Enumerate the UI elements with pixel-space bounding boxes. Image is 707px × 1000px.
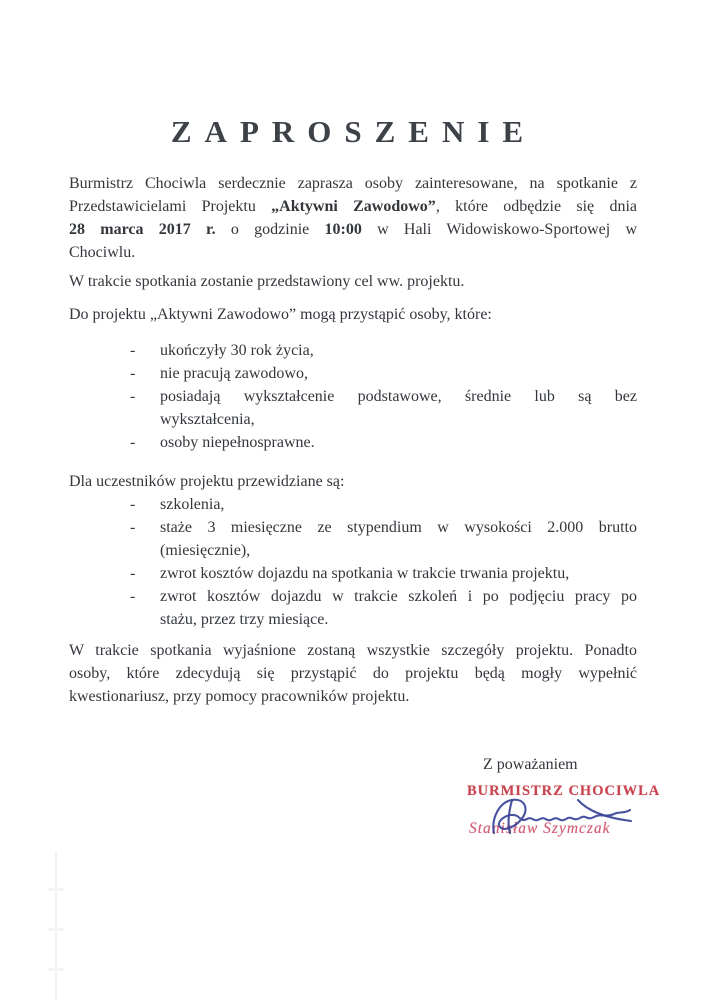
text-line (69, 195, 637, 218)
list-item-text (160, 493, 637, 516)
eligibility-list (69, 339, 637, 454)
text-line: W trakcie spotkania wyjaśnione zostaną wszystkie szczegóły projektu. Ponadto (69, 642, 637, 659)
list-item (69, 339, 637, 362)
scan-artifact-tick (48, 968, 64, 971)
scan-artifact-tick (48, 888, 64, 891)
text-line: kwestionariusz, przy pomocy pracowników projektu. (69, 688, 410, 705)
stamp-office-title: BURMISTRZ CHOCIWLA (467, 783, 661, 799)
text-segment: o godzinie (215, 221, 325, 238)
stamp-mayor-name: Stanisław Szymczak (469, 820, 611, 837)
list-item-text (160, 362, 637, 385)
dash-marker: - (130, 388, 136, 405)
dash-marker: - (130, 365, 136, 382)
text-line (69, 218, 637, 241)
dash-marker: - (130, 588, 136, 605)
dash-marker: - (130, 496, 136, 513)
text-line: nie pracują zawodowo, (160, 365, 308, 382)
benefits-heading (69, 470, 637, 493)
text-segment: Chociwlu. (69, 244, 136, 261)
text-line: Do projektu „Aktywni Zawodowo” mogą przystąpić osoby, które: (69, 306, 492, 323)
project-name-bold: „Aktywni Zawodowo” (271, 198, 436, 215)
dash-marker: - (130, 434, 136, 451)
text-line: posiadają wykształcenie podstawowe, średnie lub są bez (160, 388, 637, 405)
goal-paragraph (69, 270, 637, 293)
list-item (69, 431, 637, 454)
list-item-text (160, 339, 637, 362)
list-item (69, 362, 637, 385)
text-line: osoby, które zdecydują się przystąpić do projektu będą mogły wypełnić (69, 665, 637, 682)
time-bold: 10:00 (324, 221, 362, 238)
mayor-stamp-block (467, 782, 707, 857)
text-line (69, 241, 637, 264)
dash-marker: - (130, 565, 136, 582)
list-item-text (160, 562, 637, 585)
text-line: ukończyły 30 rok życia, (160, 342, 314, 359)
document-title: ZAPROSZENIE (170, 114, 537, 149)
dash-marker: - (130, 342, 136, 359)
list-item-text (160, 516, 637, 562)
scan-artifact-tick (48, 928, 64, 931)
text-segment: w Hali Widowiskowo-Sportowej w (361, 221, 638, 238)
list-item (69, 562, 637, 585)
list-item (69, 585, 637, 631)
text-line: (miesięcznie), (160, 542, 251, 559)
text-line: osoby niepełnosprawne. (160, 434, 315, 451)
handwritten-signature (483, 795, 635, 839)
date-bold: 28 marca 2017 r. (69, 221, 216, 238)
summary-paragraph (69, 639, 637, 708)
document-body (0, 172, 707, 857)
eligibility-heading (69, 303, 637, 326)
text-line (69, 172, 637, 195)
closing-salutation: Z poważaniem (483, 756, 578, 773)
dash-marker: - (130, 519, 136, 536)
list-item (69, 493, 637, 516)
list-item (69, 516, 637, 562)
text-line: zwrot kosztów dojazdu na spotkania w trakcie trwania projektu, (160, 565, 570, 582)
list-item-text (160, 431, 637, 454)
intro-paragraph (69, 172, 637, 264)
text-line: Dla uczestników projektu przewidziane są: (69, 473, 345, 490)
list-item (69, 385, 637, 431)
text-line: stażu, przez trzy miesiące. (160, 611, 329, 628)
text-line: zwrot kosztów dojazdu w trakcie szkoleń i po podjęciu pracy po (160, 588, 637, 605)
text-line: szkolenia, (160, 496, 225, 513)
list-item-text (160, 385, 637, 431)
scan-fold-artifact (55, 852, 57, 1000)
text-line: wykształcenia, (160, 411, 255, 428)
text-line: W trakcie spotkania zostanie przedstawiony cel ww. projektu. (69, 273, 465, 290)
text-line: staże 3 miesięczne ze stypendium w wysokości 2.000 brutto (160, 519, 637, 536)
list-item-text (160, 585, 637, 631)
benefits-list (69, 493, 637, 631)
text-segment: , które odbędzie się dnia (435, 198, 637, 215)
text-segment: Przedstawicielami Projektu (69, 198, 272, 215)
text-segment: Burmistrz Chociwla serdecznie zaprasza osoby zainteresowane, na spotkanie z (69, 175, 637, 192)
